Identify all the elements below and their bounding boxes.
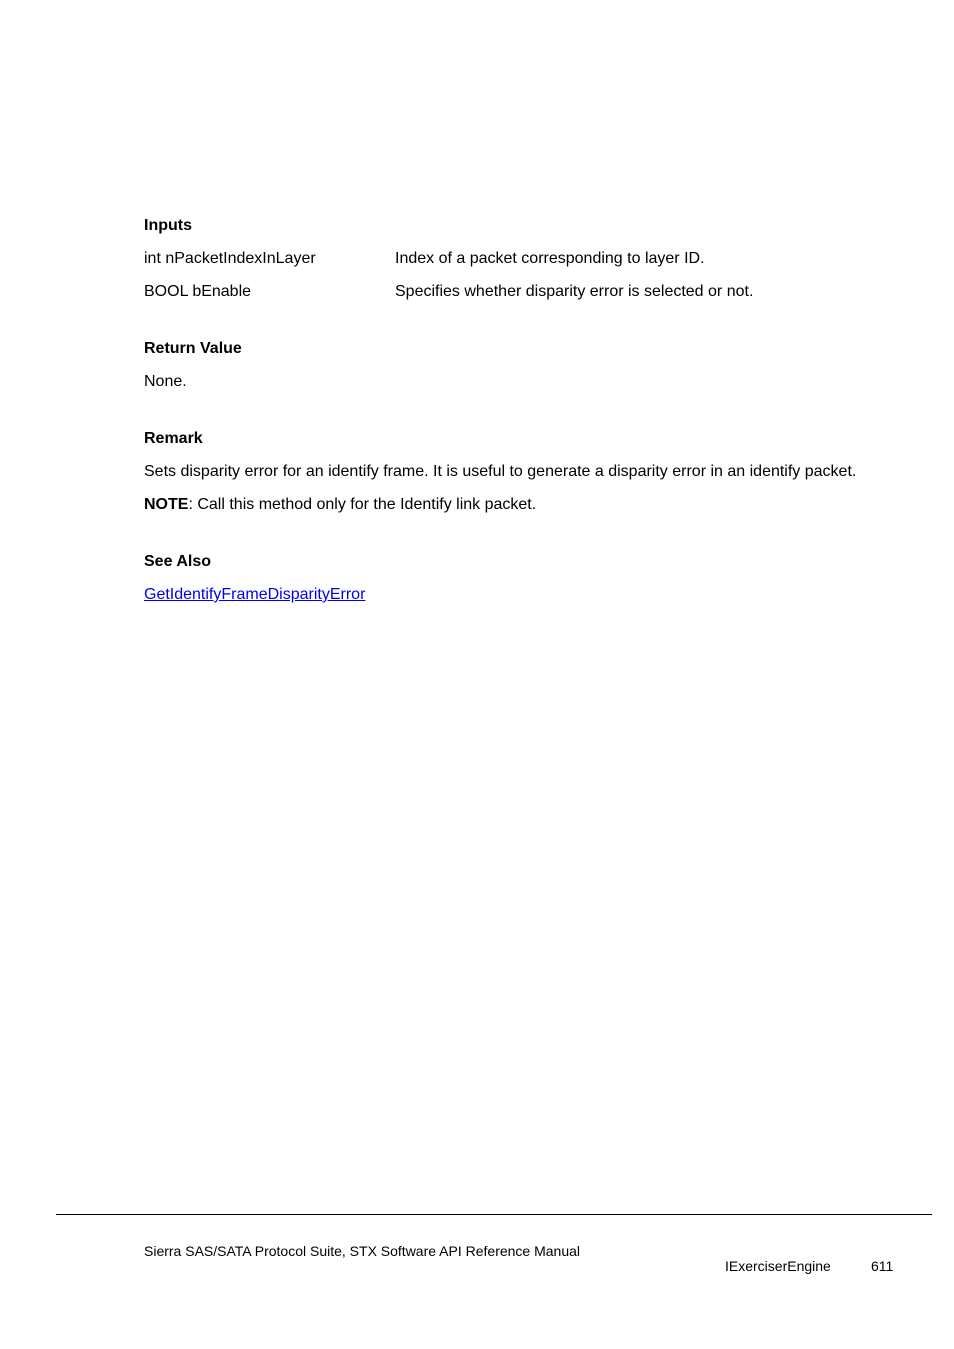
remark-text: Sets disparity error for an identify frame. It is useful to generate a disparity error in an identify packet.: [144, 463, 857, 480]
see-also-heading: See Also: [144, 553, 211, 570]
note-text: : Call this method only for the Identify link packet.: [188, 496, 537, 513]
footer-divider: [56, 1214, 932, 1215]
param-row: [144, 280, 884, 304]
param-row: [144, 247, 884, 271]
remark-note: [144, 493, 884, 517]
page-content: [144, 214, 884, 616]
inputs-heading: Inputs: [144, 217, 192, 234]
footer-manual-title: Sierra SAS/SATA Protocol Suite, STX Software API Reference Manual: [144, 1243, 581, 1259]
return-value-text: None.: [144, 373, 187, 390]
remark-heading: Remark: [144, 430, 203, 447]
see-also-links: [144, 583, 884, 607]
param-description: Specifies whether disparity error is selected or not.: [395, 283, 754, 300]
footer-page-number: 611: [871, 1258, 894, 1274]
return-value-heading: Return Value: [144, 340, 242, 357]
note-label: NOTE: [144, 496, 189, 513]
footer-section-name: IExerciserEngine: [725, 1258, 831, 1274]
see-also-link[interactable]: GetIdentifyFrameDisparityError: [144, 586, 366, 603]
param-name: BOOL bEnable: [144, 283, 252, 300]
param-name: int nPacketIndexInLayer: [144, 250, 316, 267]
param-description: Index of a packet corresponding to layer ID.: [395, 250, 705, 267]
